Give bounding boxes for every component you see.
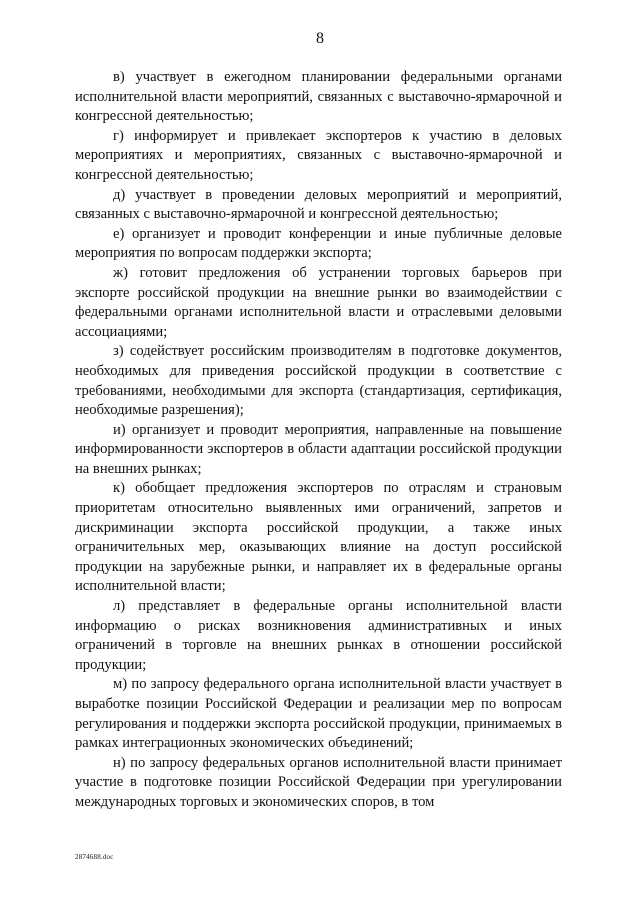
paragraph-g: г) информирует и привлекает экспортеров к участию в деловых мероприятиях и мероприятиях, связанных с выставочно-ярмарочной и конгрессной деятельностью; (75, 127, 562, 183)
paragraph-n: н) по запросу федеральных органов исполнительной власти принимает участие в подготовке позиции Российской Федерации при урегулировании международных торговых и экономических споров, в том (75, 754, 562, 810)
paragraph-i: и) организует и проводит мероприятия, направленные на повышение информированности экспортеров в области адаптации российской продукции на внешних рынках; (75, 421, 562, 477)
file-name-footer: 2874688.doc (75, 853, 114, 861)
paragraph-d: д) участвует в проведении деловых мероприятий и мероприятий, связанных с выставочно-ярмарочной и конгрессной деятельностью; (75, 186, 562, 223)
paragraph-v: в) участвует в ежегодном планировании федеральными органами исполнительной власти мероприятий, связанных с выставочно-ярмарочной и конгрессной деятельностью; (75, 69, 562, 125)
paragraph-l: л) представляет в федеральные органы исполнительной власти информацию о рисках возникновения административных и иных ограничений в торговле на внешних рынках в отношении российской продукции; (75, 598, 562, 673)
paragraph-z: з) содействует российским производителям в подготовке документов, необходимых для приведения российской продукции в соответствие с требованиями, необходимыми для экспорта (стандартизация, сертификация, необходимые разрешения); (75, 343, 562, 419)
paragraph-zh: ж) готовит предложения об устранении торговых барьеров при экспорте российской продукции на внешние рынки во взаимодействии с федеральными органами исполнительной власти и отраслевыми деловыми ассоциациями; (75, 264, 562, 340)
paragraph-k: к) обобщает предложения экспортеров по отраслям и страновым приоритетам относительно выявленных ими ограничений, запретов и дискриминации экспорта российской продукции, а также иных ограничительных мер, оказывающих влияние на доступ российской продукции на зарубежные рынки, и направляет их в федеральные органы исполнительной власти; (75, 480, 562, 595)
page-number: 8 (316, 30, 324, 47)
document-body (75, 68, 562, 813)
paragraph-e: е) организует и проводит конференции и иные публичные деловые мероприятия по вопросам поддержки экспорта; (75, 225, 562, 262)
paragraph-m: м) по запросу федерального органа исполнительной власти участвует в выработке позиции Российской Федерации и реализации мер по вопросам регулирования и поддержки экспорта российской продукции, принимаемых в рамках интеграционных экономических объединений; (75, 676, 562, 752)
